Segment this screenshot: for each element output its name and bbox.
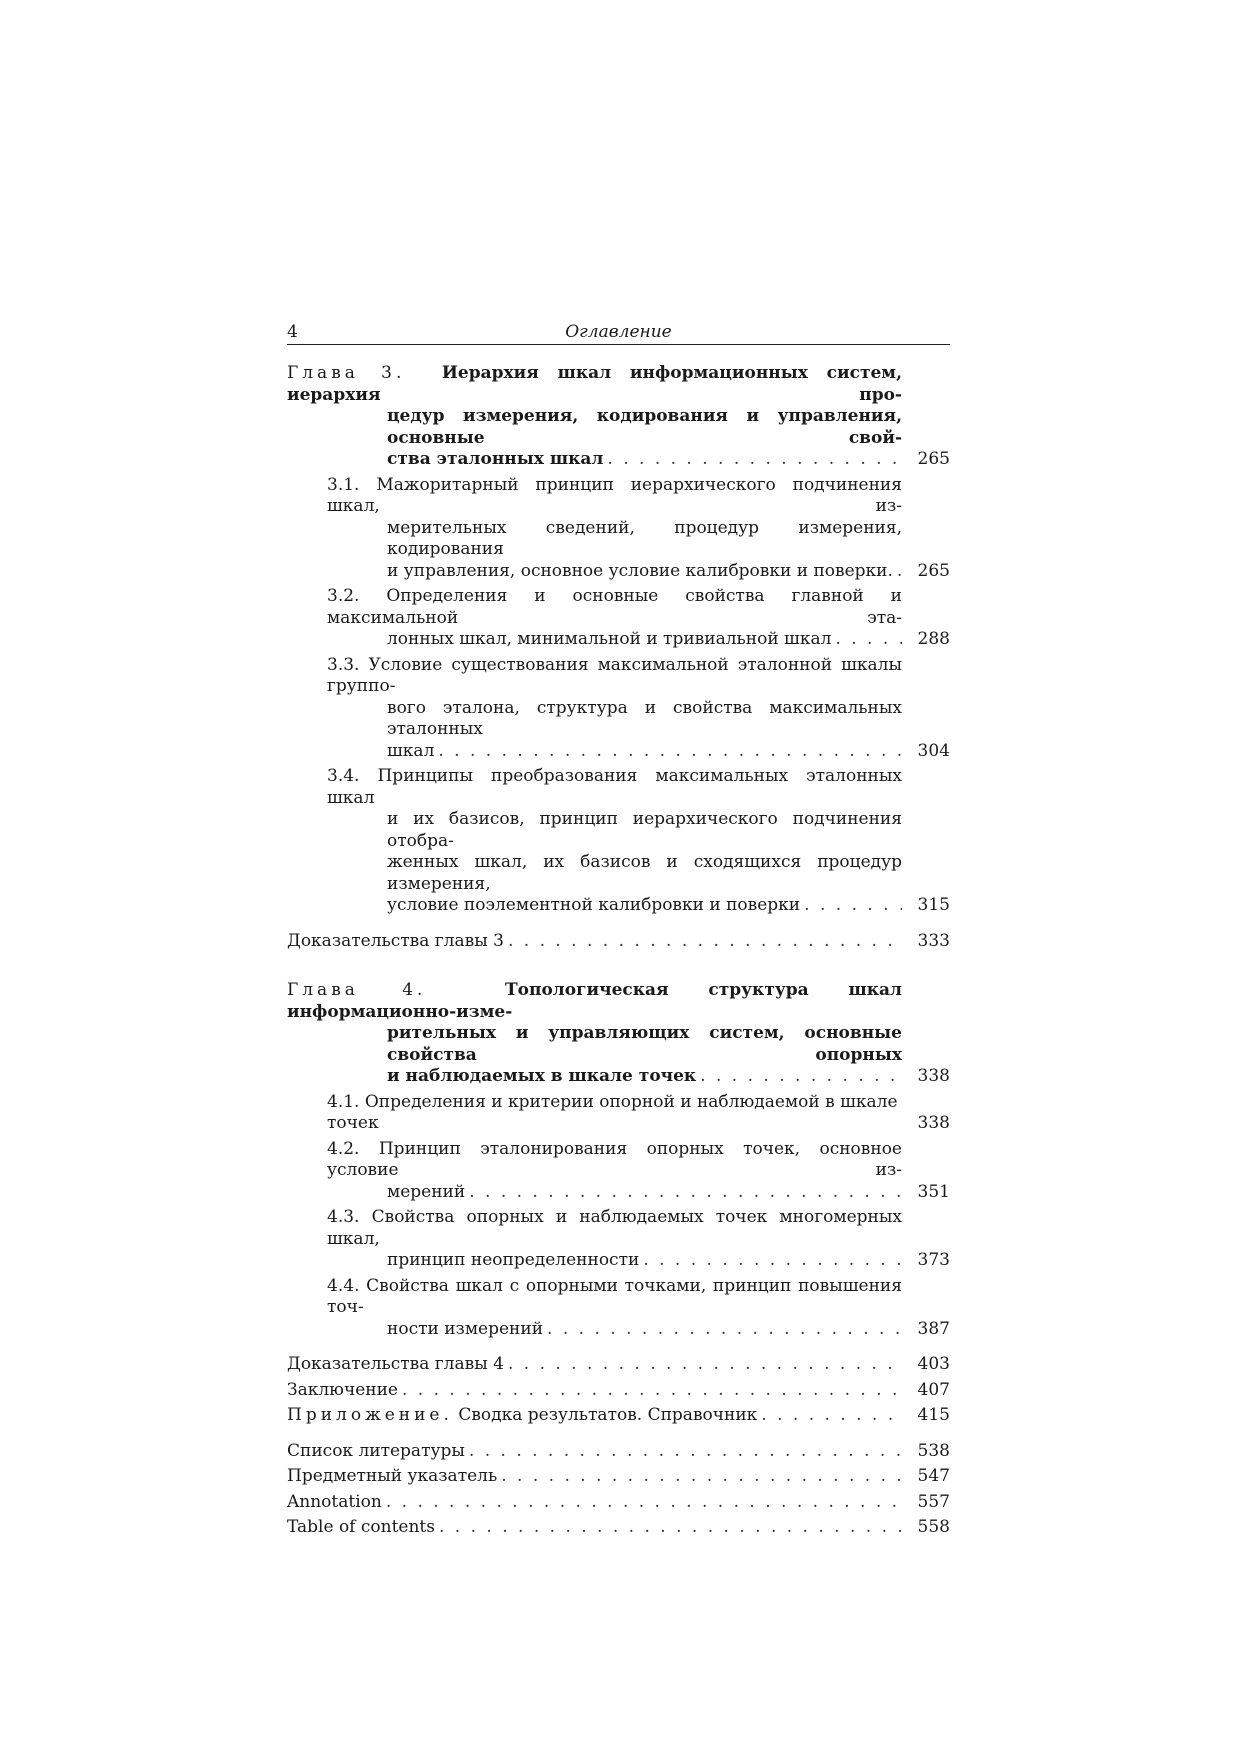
leader-dots (757, 1405, 902, 1427)
page-ref: 288 (917, 629, 950, 649)
chapter-label: Глава 3. (287, 363, 406, 383)
chapter-title: Топологическая структура шкал информационно-изме- (287, 980, 903, 1022)
leader-dots (435, 1517, 902, 1539)
toc-chapter-4[interactable] (287, 980, 950, 1088)
chapter-title: Иерархия шкал информационных систем, иерархия про- (287, 363, 902, 405)
toc-section-3-3[interactable] (287, 655, 950, 763)
toc-conclusion[interactable] (287, 1380, 950, 1402)
leader-dots (398, 1380, 902, 1402)
section-number: 3.3. (327, 654, 360, 675)
entry-title: Предметный указатель (287, 1466, 498, 1486)
toc-section-4-3[interactable] (287, 1207, 950, 1272)
section-title-line: вого эталона, структура и свойства максимальных эталонных (387, 697, 902, 739)
section-title-line: ности измерений (387, 1318, 544, 1339)
page-ref: 407 (917, 1379, 950, 1400)
entry-title: Сводка результатов. Справочник (458, 1405, 758, 1425)
leader-dots (543, 1319, 902, 1341)
toc-proofs-4[interactable] (287, 1354, 950, 1376)
page-ref: 547 (917, 1466, 950, 1486)
leader-dots (639, 1250, 902, 1272)
page-ref: 403 (917, 1354, 950, 1374)
running-title: Оглавление (565, 322, 672, 342)
leader-dots (465, 1441, 902, 1463)
toc-subject-index[interactable] (287, 1466, 950, 1488)
toc-section-3-2[interactable] (287, 586, 950, 651)
section-title: Принцип эталонирования опорных точек, основное условие из- (327, 1138, 902, 1180)
chapter-label: Глава 4. (287, 980, 427, 1000)
entry-title: Список литературы (287, 1440, 465, 1461)
toc-section-4-2[interactable] (287, 1139, 950, 1204)
leader-dots (831, 629, 902, 651)
section-title-line: и управления, основное условие калибровки и поверки. (387, 560, 893, 581)
entry-title: Table of contents (287, 1517, 435, 1537)
page-ref: 387 (917, 1318, 950, 1339)
toc-chapter-3[interactable] (287, 363, 950, 471)
leader-dots (893, 561, 902, 583)
page-ref: 304 (917, 740, 950, 761)
toc-bibliography[interactable] (287, 1441, 950, 1463)
chapter-title-line: и наблюдаемых в шкале точек (387, 1066, 697, 1086)
section-title-line: мерительных сведений, процедур измерения, кодирования (387, 517, 902, 559)
page-ref: 338 (917, 1113, 950, 1133)
leader-dots (465, 1182, 902, 1204)
page-ref: 538 (917, 1440, 950, 1461)
chapter-title-line: рительных и управляющих систем, основные свойства опорных (387, 1023, 902, 1065)
page-ref: 415 (917, 1405, 950, 1425)
section-number: 4.1. (327, 1091, 360, 1112)
page-header (287, 318, 950, 345)
section-title-line: шкал (387, 740, 435, 761)
section-number: 3.4. (327, 766, 360, 786)
leader-dots (603, 449, 902, 471)
toc-section-3-4[interactable] (287, 766, 950, 917)
page-ref: 315 (917, 895, 950, 915)
toc-section-3-1[interactable] (287, 475, 950, 583)
page-ref: 265 (917, 560, 950, 581)
section-title: Определения и критерии опорной и наблюдаемой в шкале точек (327, 1091, 898, 1133)
toc-page (287, 318, 950, 1543)
appendix-label: Приложение. (287, 1405, 453, 1425)
leader-dots (504, 931, 902, 953)
toc-section-4-4[interactable] (287, 1276, 950, 1341)
entry-title: Заключение (287, 1379, 398, 1400)
page-ref: 351 (917, 1181, 950, 1202)
section-number: 4.3. (327, 1207, 360, 1227)
page-ref: 557 (917, 1491, 950, 1512)
entry-title: Доказательства главы 3 (287, 930, 504, 951)
page-ref: 333 (917, 930, 950, 951)
section-title: Определения и основные свойства главной и максимальной эта- (327, 586, 903, 628)
section-number: 3.2. (327, 586, 360, 606)
section-number: 3.1. (327, 474, 360, 495)
toc-appendix[interactable] (287, 1405, 950, 1427)
section-title-line: лонных шкал, минимальной и тривиальной шкал (387, 629, 832, 649)
table-of-contents (287, 363, 950, 1539)
section-title: Условие существования максимальной эталонной шкалы группо- (327, 654, 903, 696)
toc-table-of-contents[interactable] (287, 1517, 950, 1539)
toc-annotation[interactable] (287, 1492, 950, 1514)
page-ref: 265 (917, 449, 950, 469)
section-number: 4.4. (327, 1275, 360, 1296)
section-title: Мажоритарный принцип иерархического подчинения шкал, из- (327, 474, 902, 516)
section-title-line: и их базисов, принцип иерархического подчинения отобра- (387, 809, 902, 851)
section-title-line: мерений (387, 1181, 466, 1202)
section-title: Свойства опорных и наблюдаемых точек многомерных шкал, (327, 1207, 903, 1249)
leader-dots (382, 1492, 902, 1514)
page-ref: 373 (917, 1250, 950, 1270)
entry-title: Доказательства главы 4 (287, 1354, 504, 1374)
section-title-line: принцип неопределенности (387, 1250, 640, 1270)
section-title-line: женных шкал, их базисов и сходящихся процедур измерения, (387, 852, 902, 894)
leader-dots (504, 1354, 902, 1376)
page-ref: 338 (917, 1066, 950, 1086)
leader-dots (434, 741, 902, 763)
toc-section-4-1[interactable] (287, 1092, 950, 1135)
section-number: 4.2. (327, 1138, 360, 1159)
chapter-title-line: ства эталонных шкал (387, 449, 604, 469)
toc-proofs-3[interactable] (287, 931, 950, 953)
leader-dots (497, 1466, 902, 1488)
entry-title: Annotation (287, 1491, 382, 1512)
section-title: Принципы преобразования максимальных эталонных шкал (327, 766, 902, 808)
section-title-line: условие поэлементной калибровки и поверки (387, 895, 801, 915)
page-ref: 558 (917, 1517, 950, 1537)
leader-dots (696, 1066, 902, 1088)
leader-dots (800, 895, 902, 917)
chapter-title-line: цедур измерения, кодирования и управления, основные свой- (387, 406, 902, 448)
page-number: 4 (287, 322, 298, 342)
section-title: Свойства шкал с опорными точками, принцип повышения точ- (327, 1275, 902, 1317)
